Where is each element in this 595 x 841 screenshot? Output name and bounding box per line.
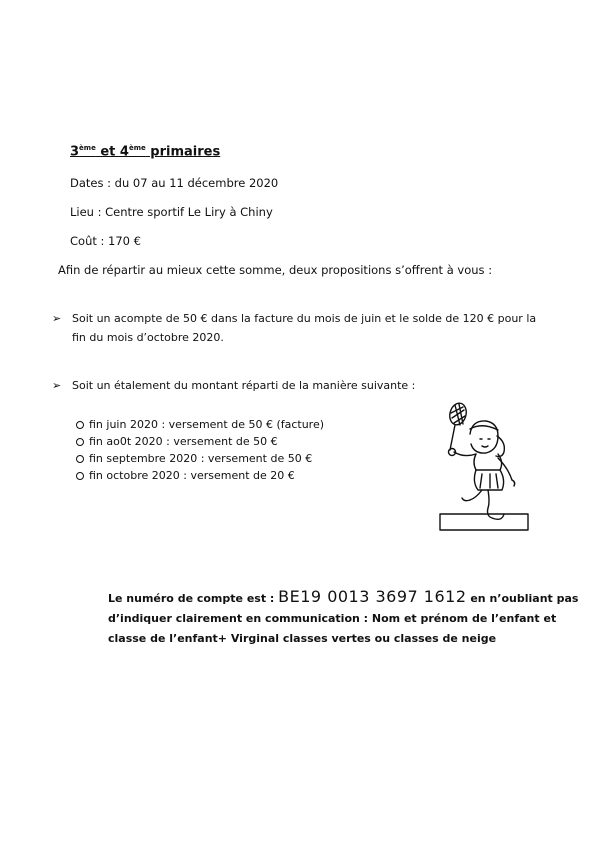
option1-line1: Soit un acompte de 50 € dans la facture du mois de juin et le solde de 120 € pour la bbox=[72, 312, 537, 325]
account-line1: Le numéro de compte est : BE19 0013 3697 1612 en n’oubliant pas bbox=[108, 587, 579, 606]
location-line: Lieu : Centre sportif Le Liry à Chiny bbox=[70, 205, 273, 219]
arrow-bullet-icon: ➢ bbox=[52, 312, 62, 325]
cost-line: Coût : 170 € bbox=[70, 234, 141, 248]
account-number: BE19 0013 3697 1612 bbox=[278, 587, 467, 606]
circle-bullet-icon bbox=[76, 472, 84, 480]
tennis-player-illustration bbox=[432, 398, 532, 533]
list-item: fin octobre 2020 : versement de 20 € bbox=[76, 469, 295, 482]
circle-bullet-icon bbox=[76, 438, 84, 446]
arrow-bullet-icon: ➢ bbox=[52, 379, 62, 392]
list-item: fin juin 2020 : versement de 50 € (facture) bbox=[76, 418, 324, 431]
dates-line: Dates : du 07 au 11 décembre 2020 bbox=[70, 176, 279, 190]
account-info bbox=[108, 587, 578, 649]
list-item: fin septembre 2020 : versement de 50 € bbox=[76, 452, 312, 465]
page-title: 3ème et 4ème primaires bbox=[70, 144, 221, 160]
account-line2: d’indiquer clairement en communication : Nom et prénom de l’enfant et bbox=[108, 612, 557, 625]
account-line3: classe de l’enfant+ Virginal classes vertes ou classes de neige bbox=[108, 632, 497, 645]
option1-line2: fin du mois d’octobre 2020. bbox=[72, 331, 224, 344]
circle-bullet-icon bbox=[76, 421, 84, 429]
circle-bullet-icon bbox=[76, 455, 84, 463]
list-item: fin ao0t 2020 : versement de 50 € bbox=[76, 435, 278, 448]
option2-heading: Soit un étalement du montant réparti de la manière suivante : bbox=[72, 379, 416, 392]
intro-text: Afin de répartir au mieux cette somme, deux propositions s’offrent à vous : bbox=[58, 263, 493, 277]
